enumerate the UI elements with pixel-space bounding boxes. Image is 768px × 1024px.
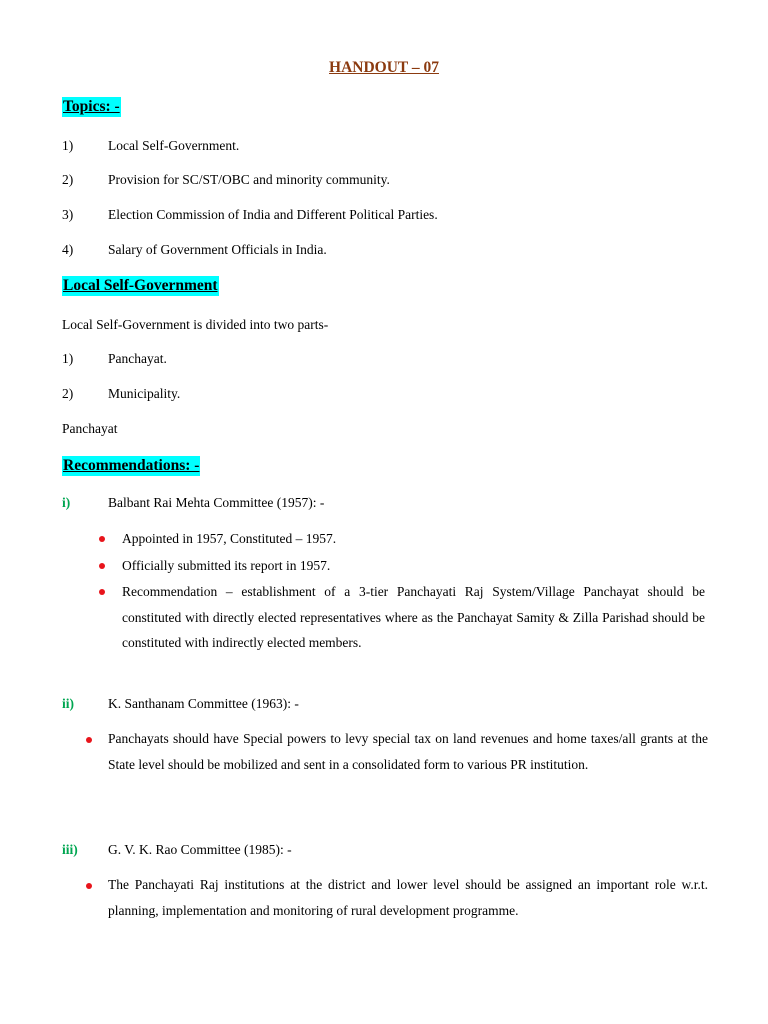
part-number: 2) xyxy=(62,386,74,401)
committee-number: iii) xyxy=(62,842,78,857)
part-item: Panchayat. xyxy=(108,351,167,366)
document-title: HANDOUT – 07 xyxy=(329,59,439,76)
committee-name: Balbant Rai Mehta Committee (1957): - xyxy=(108,495,325,510)
bullet-dot xyxy=(86,737,92,743)
committee-number: ii) xyxy=(62,696,74,711)
bullet-dot xyxy=(86,883,92,889)
topic-item: Election Commission of India and Different Political Parties. xyxy=(108,207,438,222)
committee-name: K. Santhanam Committee (1963): - xyxy=(108,696,299,711)
recommendations-heading: Recommendations: - xyxy=(63,457,200,474)
bullet-text: Appointed in 1957, Constituted – 1957. xyxy=(122,531,337,546)
bullet-paragraph: The Panchayati Raj institutions at the district and lower level should be assigned an important role w.r.t. planning, implementation and monitoring of rural development programme. xyxy=(108,877,708,918)
bullet-dot xyxy=(99,589,105,595)
local-self-government-heading: Local Self-Government xyxy=(63,277,218,294)
bullet-paragraph: Recommendation – establishment of a 3-tier Panchayati Raj System/Village Panchayat should be constituted with directly elected representatives where as the Panchayat Samity & Zilla Parishad should be constituted with indirectly elected members. xyxy=(122,584,705,650)
part-number: 1) xyxy=(62,351,74,366)
topic-item: Local Self-Government. xyxy=(108,138,240,153)
bullet-dot xyxy=(99,563,105,569)
committee-number: i) xyxy=(62,495,71,510)
bullet-text: Officially submitted its report in 1957. xyxy=(122,558,331,573)
bullet-dot xyxy=(99,536,105,542)
topic-item: Salary of Government Officials in India. xyxy=(108,242,327,257)
bullet-paragraph: Panchayats should have Special powers to levy special tax on land revenues and home taxes/all grants at the State level should be mobilized and sent in a consolidated form to various PR institution. xyxy=(108,731,708,772)
part-item: Municipality. xyxy=(108,386,181,401)
panchayat-subhead: Panchayat xyxy=(62,421,118,436)
topic-item: Provision for SC/ST/OBC and minority community. xyxy=(108,172,390,187)
topic-number: 3) xyxy=(62,207,74,222)
committee-name: G. V. K. Rao Committee (1985): - xyxy=(108,842,292,857)
topic-number: 2) xyxy=(62,172,74,187)
topic-number: 4) xyxy=(62,242,74,257)
topic-number: 1) xyxy=(62,138,74,153)
topics-heading: Topics: - xyxy=(63,98,120,115)
section-intro: Local Self-Government is divided into two parts- xyxy=(62,317,329,332)
